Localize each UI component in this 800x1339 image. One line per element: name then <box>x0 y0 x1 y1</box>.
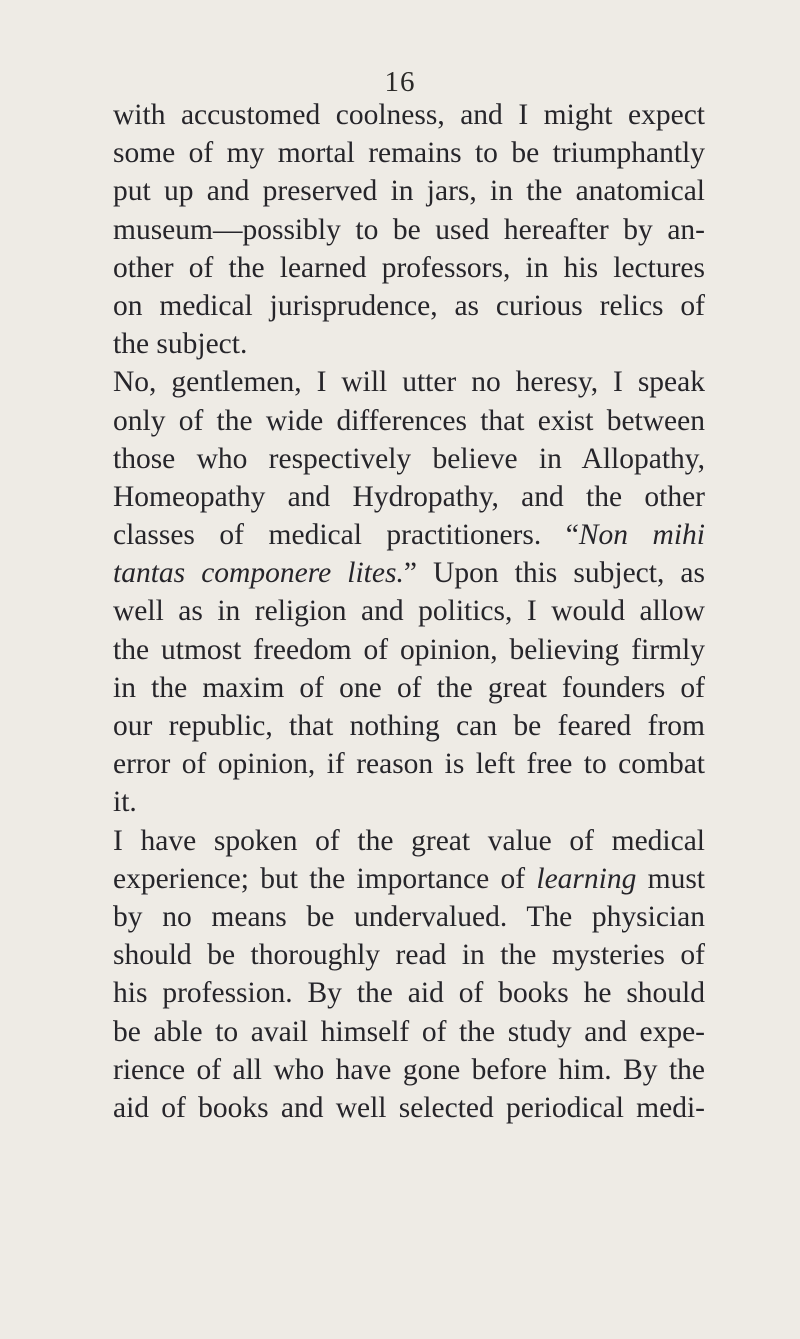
text-line: museum—possibly to be used hereafter by an- <box>113 213 705 246</box>
text-line: should be thoroughly read in the mysteries of <box>113 939 705 972</box>
italic-phrase: tantas componere lites. <box>113 557 404 590</box>
text-line: experience; but the importance of learning must <box>113 862 706 895</box>
text-line: error of opinion, if reason is left free to combat <box>113 748 705 781</box>
text-line: in the maxim of one of the great founders of <box>113 671 705 704</box>
text-line: his profession. By the aid of books he should <box>113 977 705 1010</box>
text-line: the utmost freedom of opinion, believing firmly <box>113 633 705 666</box>
text-line: rience of all who have gone before him. By the <box>113 1053 705 1086</box>
text-line: well as in religion and politics, I would allow <box>113 595 705 628</box>
text-line: on medical jurisprudence, as curious relics of <box>113 289 705 322</box>
text-line: Homeopathy and Hydropathy, and the other <box>113 480 705 513</box>
body-text <box>113 96 705 1127</box>
text-line: other of the learned professors, in his lectures <box>113 251 705 284</box>
text-line: our republic, that nothing can be feared from <box>113 710 705 742</box>
text-line: aid of books and well selected periodical medi- <box>113 1091 705 1124</box>
text-line: tantas componere lites.” Upon this subject, as <box>113 557 705 590</box>
text-line: only of the wide differences that exist between <box>113 404 705 437</box>
text-line: be able to avail himself of the study and expe- <box>113 1015 705 1048</box>
italic-phrase: learning <box>536 862 637 895</box>
text-line: I have spoken of the great value of medical <box>113 824 705 857</box>
text-line: the subject. <box>113 328 248 361</box>
italic-phrase: Non mihi <box>578 519 706 552</box>
text-line: some of my mortal remains to be triumphantly <box>113 137 705 170</box>
text-line: by no means be undervalued. The physician <box>113 900 705 933</box>
text-line: put up and preserved in jars, in the anatomical <box>113 175 705 208</box>
page-number: 16 <box>384 66 416 98</box>
text-line: those who respectively believe in Allopathy, <box>113 442 705 475</box>
text-line: classes of medical practitioners. “Non mihi <box>113 519 706 552</box>
text-line: No, gentlemen, I will utter no heresy, I speak <box>113 366 705 399</box>
text-line: with accustomed coolness, and I might expect <box>113 99 705 131</box>
text-line: it. <box>113 786 137 819</box>
